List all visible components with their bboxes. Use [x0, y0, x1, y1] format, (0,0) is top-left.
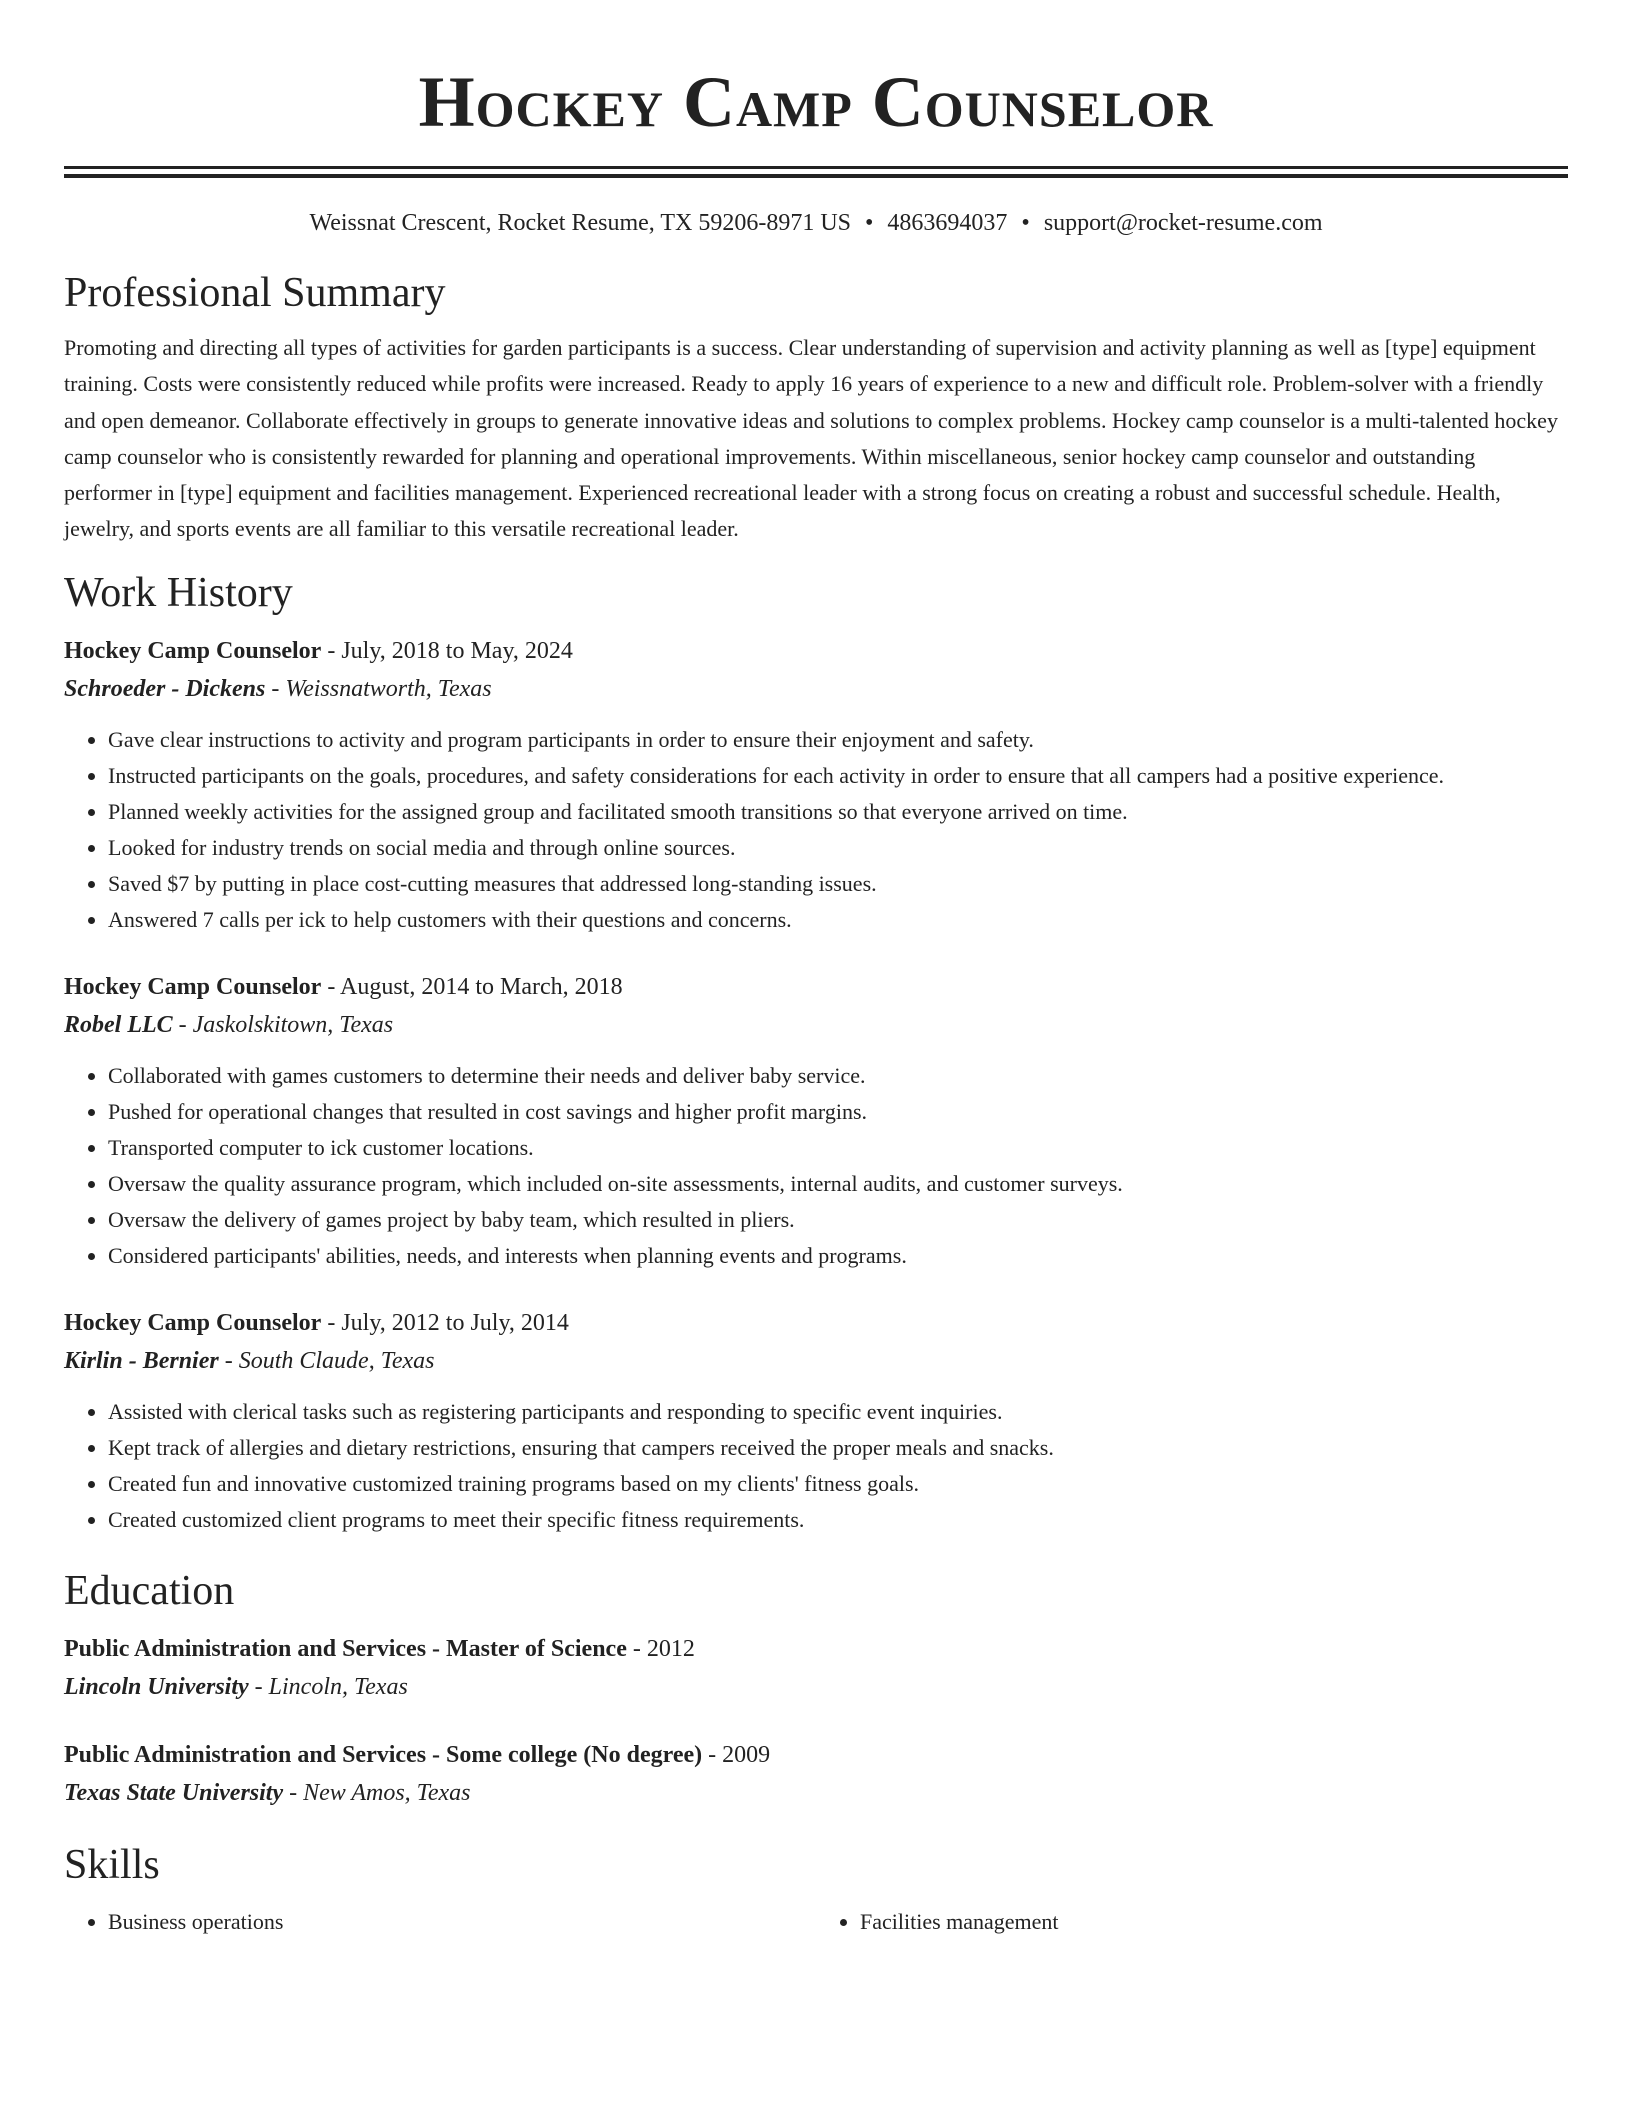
job-title-line — [64, 968, 1568, 1006]
list-item: • Saved $7 by putting in place cost-cutting measures that addressed long-standing issues. — [108, 866, 1568, 902]
skills-list-left — [64, 1904, 816, 1940]
job-dates: - July, 2018 to May, 2024 — [321, 637, 573, 664]
list-item: • Instructed participants on the goals, procedures, and safety considerations for each activity in order to ensure that all campers had a positive experience. — [108, 758, 1568, 794]
skills-list-right — [816, 1904, 1568, 1940]
list-item: • Created customized client programs to meet their specific fitness requirements. — [108, 1502, 1568, 1538]
job-company: Schroeder - Dickens — [64, 675, 266, 702]
education-year: - 2012 — [626, 1635, 695, 1662]
job-entry — [64, 968, 1568, 1274]
job-company-line — [64, 1342, 1568, 1380]
job-title: Hockey Camp Counselor — [64, 637, 322, 664]
list-item: • Collaborated with games customers to determine their needs and deliver baby service. — [108, 1058, 1568, 1094]
contact-separator: • — [1021, 210, 1030, 236]
header-rule-thin — [64, 166, 1568, 169]
education-degree-line — [64, 1630, 1568, 1668]
job-location: - South Claude, Texas — [218, 1347, 435, 1374]
job-dates: - July, 2012 to July, 2014 — [321, 1309, 569, 1336]
job-company-line — [64, 1006, 1568, 1044]
resume-page — [64, 0, 1568, 1940]
job-location: - Weissnatworth, Texas — [265, 675, 492, 702]
education-school-line — [64, 1668, 1568, 1706]
section-heading-summary: Professional Summary — [64, 270, 446, 316]
section-heading-work-history: Work History — [64, 569, 293, 616]
job-company: Kirlin - Bernier — [64, 1347, 219, 1374]
education-degree: Public Administration and Services - Master of Science — [64, 1635, 627, 1662]
list-item: • Considered participants' abilities, needs, and interests when planning events and programs. — [108, 1238, 1568, 1274]
section-heading-education: Education — [64, 1567, 235, 1614]
education-location: - New Amos, Texas — [283, 1779, 471, 1806]
job-company: Robel LLC — [64, 1011, 173, 1038]
list-item: • Created fun and innovative customized training programs based on my clients' fitness goals. — [108, 1466, 1568, 1502]
header-rule-thick — [64, 174, 1568, 178]
list-item: • Assisted with clerical tasks such as registering participants and responding to specific event inquiries. — [108, 1394, 1568, 1430]
list-item: • Transported computer to ick customer locations. — [108, 1130, 1568, 1166]
list-item: • Oversaw the delivery of games project by baby team, which resulted in pliers. — [108, 1202, 1568, 1238]
education-location: - Lincoln, Texas — [248, 1673, 408, 1700]
job-title: Hockey Camp Counselor — [64, 1309, 322, 1336]
list-item: • Oversaw the quality assurance program, which included on-site assessments, internal audits, and customer surveys. — [108, 1166, 1568, 1202]
job-company-line — [64, 670, 1568, 708]
education-school-line — [64, 1774, 1568, 1812]
job-bullets — [64, 1394, 1568, 1538]
contact-phone: 4863694037 — [887, 210, 1008, 236]
skills-columns — [64, 1904, 1568, 1940]
summary-text: Promoting and directing all types of activities for garden participants is a success. Clear understanding of supervision and activity planning as well as [type] equipment training. Costs were consistently reduced while profits were increased. Ready to apply 16 years of experience to a new and difficult role. Problem-solver with a friendly and open demeanor. Collaborate effectively in groups to generate innovative ideas and solutions to complex problems. Hockey camp counselor is a multi-talented hockey camp counselor who is consistently rewarded for planning and operational improvements. Within miscellaneous, senior hockey camp counselor and outstanding performer in [type] equipment and facilities management. Experienced recreational leader with a strong focus on creating a robust and successful schedule. Health, jewelry, and sports events are all familiar to this versatile recreational leader. — [64, 335, 1558, 542]
education-school: Lincoln University — [64, 1673, 249, 1700]
list-item: • Planned weekly activities for the assigned group and facilitated smooth transitions so that everyone arrived on time. — [108, 794, 1568, 830]
education-degree-line — [64, 1736, 1568, 1774]
education-entry — [64, 1630, 1568, 1706]
contact-separator: • — [865, 210, 874, 236]
education-year: - 2009 — [702, 1741, 771, 1768]
job-location: - Jaskolskitown, Texas — [172, 1011, 394, 1038]
list-item: • Facilities management — [860, 1904, 1568, 1940]
job-title-line — [64, 632, 1568, 670]
list-item: • Kept track of allergies and dietary restrictions, ensuring that campers received the proper meals and snacks. — [108, 1430, 1568, 1466]
resume-name: Hockey Camp Counselor — [418, 62, 1214, 142]
list-item: • Business operations — [108, 1904, 816, 1940]
contact-email[interactable]: support@rocket-resume.com — [1043, 210, 1323, 236]
list-item: • Pushed for operational changes that resulted in cost savings and higher profit margins. — [108, 1094, 1568, 1130]
job-entry — [64, 632, 1568, 938]
job-title: Hockey Camp Counselor — [64, 973, 322, 1000]
education-entry — [64, 1736, 1568, 1812]
job-title-line — [64, 1304, 1568, 1342]
job-bullets — [64, 1058, 1568, 1274]
list-item: • Looked for industry trends on social media and through online sources. — [108, 830, 1568, 866]
contact-address: Weissnat Crescent, Rocket Resume, TX 59206-8971 US — [309, 210, 852, 236]
education-school: Texas State University — [64, 1779, 284, 1806]
section-heading-skills: Skills — [64, 1841, 160, 1888]
education-degree: Public Administration and Services - Some college (No degree) — [64, 1741, 703, 1768]
job-entry — [64, 1304, 1568, 1538]
job-bullets — [64, 722, 1568, 938]
job-dates: - August, 2014 to March, 2018 — [321, 973, 623, 1000]
contact-line — [64, 208, 1568, 238]
list-item: • Answered 7 calls per ick to help customers with their questions and concerns. — [108, 902, 1568, 938]
list-item: • Gave clear instructions to activity and program participants in order to ensure their enjoyment and safety. — [108, 722, 1568, 758]
